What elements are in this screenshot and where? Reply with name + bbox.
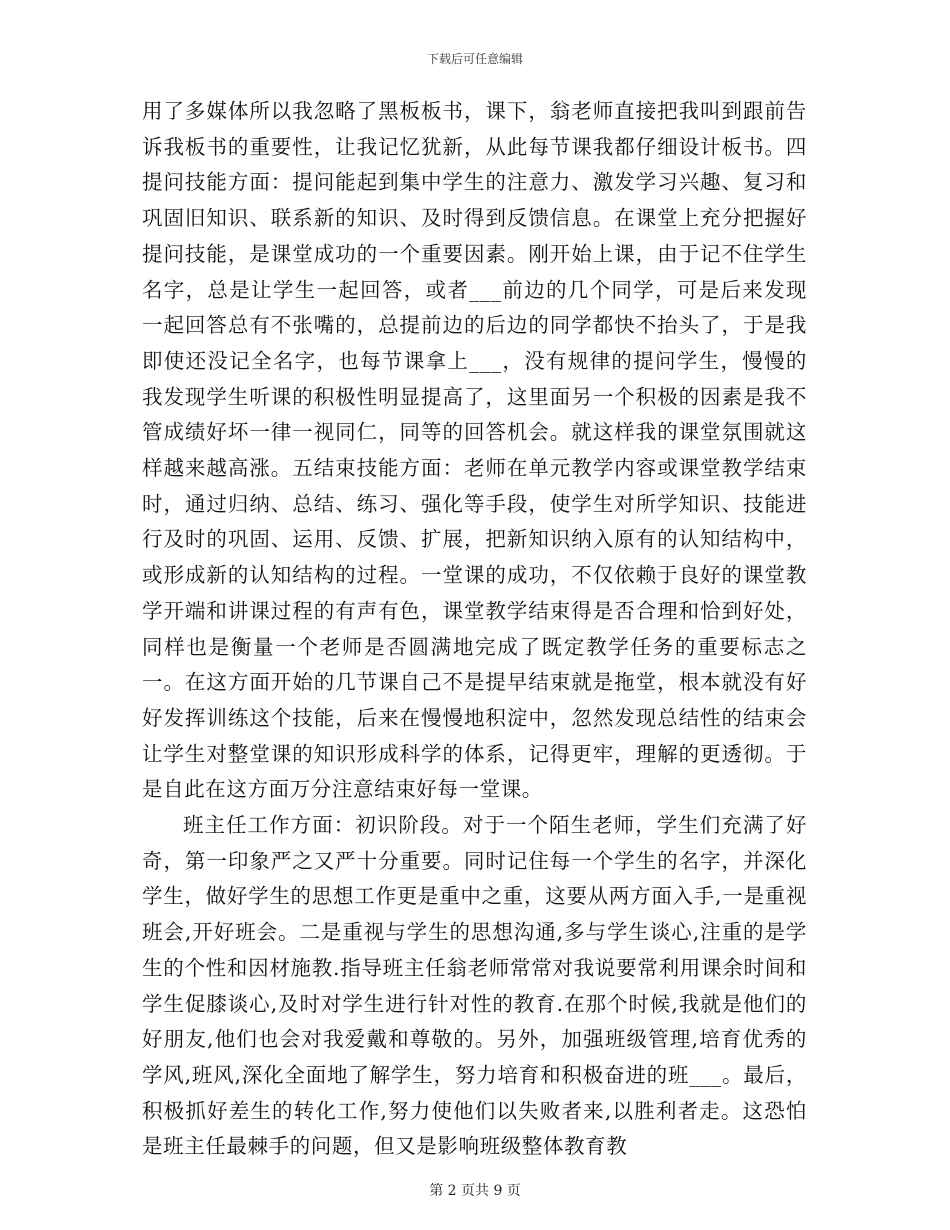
body-paragraph-2: 班主任工作方面：初识阶段。对于一个陌生老师，学生们充满了好奇，第一印象严之又严十分重要。同时记住每一个学生的名字，并深化学生，做好学生的思想工作更是重中之重，这要从两方面入手,一是重视班会,开好班会。二是重视与学生的思想沟通,多与学生谈心,注重的是学生的个性和因材施教.指导班主任翁老师常常对我说要常利用课余时间和学生促膝谈心,及时对学生进行针对性的教育.在那个时候,我就是他们的好朋友,他们也会对我爱戴和尊敬的。另外，加强班级管理,培育优秀的学风,班风,深化全面地了解学生，努力培育和积极奋进的班___。最后，积极抓好差生的转化工作,努力使他们以失败者来,以胜利者走。这恐怕是班主任最棘手的问题，但又是影响班级整体教育教 bbox=[142, 813, 807, 1159]
body-paragraph-1: 用了多媒体所以我忽略了黑板板书，课下，翁老师直接把我叫到跟前告诉我板书的重要性，让我记忆犹新，从此每节课我都仔细设计板书。四提问技能方面：提问能起到集中学生的注意力、激发学习兴趣、复习和巩固旧知识、联系新的知识、及时得到反馈信息。在课堂上充分把握好提问技能，是课堂成功的一个重要因素。刚开始上课，由于记不住学生名字，总是让学生一起回答，或者___前边的几个同学，可是后来发现一起回答总有不张嘴的，总提前边的后边的同学都快不抬头了，于是我即使还没记全名字，也每节课拿上___，没有规律的提问学生，慢慢的我发现学生听课的积极性明显提高了，这里面另一个积极的因素是我不管成绩好坏一律一视同仁，同等的回答机会。就这样我的课堂氛围就这样越来越高涨。五结束技能方面：老师在单元教学内容或课堂教学结束时，通过归纳、总结、练习、强化等手段，使学生对所学知识、技能进行及时的巩固、运用、反馈、扩展，把新知识纳入原有的认知结构中，或形成新的认知结构的过程。一堂课的成功，不仅依赖于良好的课堂教学开端和讲课过程的有声有色，课堂教学结束得是否合理和恰到好处，同样也是衡量一个老师是否圆满地完成了既定教学任务的重要标志之一。在这方面开始的几节课自己不是提早结束就是拖堂，根本就没有好好发挥训练这个技能，后来在慢慢地积淀中，忽然发现总结性的结束会让学生对整堂课的知识形成科学的体系，记得更牢，理解的更透彻。于是自此在这方面万分注意结束好每一堂课。 bbox=[142, 99, 807, 802]
page-header: 下载后可任意编辑 bbox=[426, 52, 523, 66]
document-body bbox=[142, 94, 807, 1165]
page-footer: 第 2 页共 9 页 bbox=[429, 1183, 521, 1199]
